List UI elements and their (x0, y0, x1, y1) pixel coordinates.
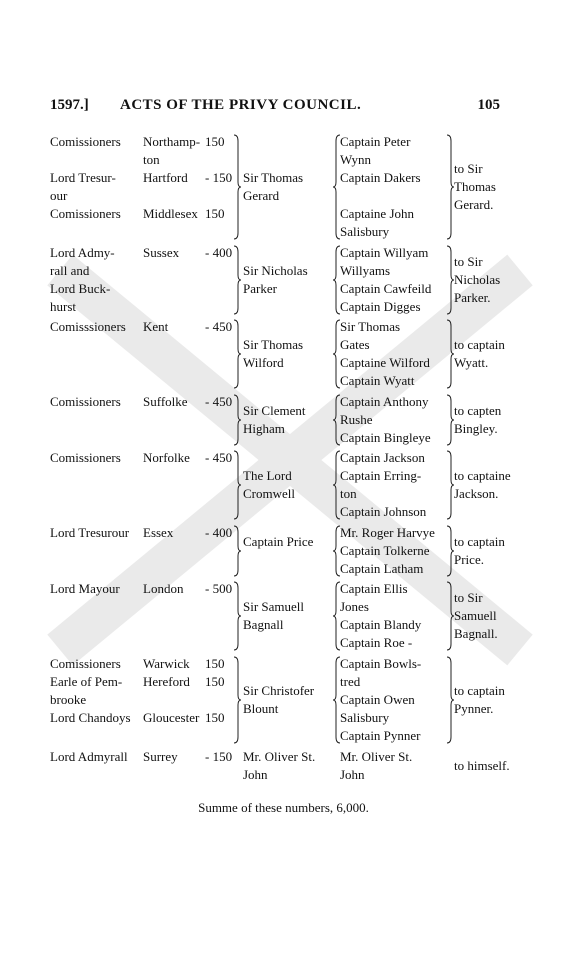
cell-number: - 150 (205, 749, 233, 764)
brace-left (333, 244, 341, 316)
header-title: ACTS OF THE PRIVY COUNCIL. (120, 97, 362, 113)
cell-number: - 450 (205, 394, 233, 409)
brace-right (446, 133, 454, 241)
cell-to: to Sir Nicholas Parker. (454, 254, 501, 305)
cell-number: - 450 (205, 450, 233, 465)
cell-colonel: Sir Thomas Wilford (243, 337, 304, 370)
brace-right (446, 318, 454, 390)
brace-right (446, 655, 454, 745)
brace-right (233, 318, 241, 390)
header-page-number: 105 (477, 97, 500, 113)
cell-number: - 450 (205, 319, 233, 334)
brace-right (233, 133, 241, 241)
cell-captains: Captain Anthony Rushe Captain Bingleye (340, 394, 431, 445)
cell-number: 150 150 150 (205, 656, 225, 725)
cell-number: 150 - 150 150 (205, 134, 233, 221)
cell-county: Suffolke (143, 394, 188, 409)
cell-colonel: Sir Samuell Bagnall (243, 599, 305, 632)
cell-to: to captain Price. (454, 534, 505, 567)
brace-right (233, 393, 241, 447)
cell-to: to captain Wyatt. (454, 337, 505, 370)
brace-left (333, 393, 341, 447)
cell-lieutenant: Lord Admy- rall and Lord Buck- hurst (50, 245, 115, 314)
page-header (50, 97, 510, 117)
cell-captains: Captain Peter Wynn Captain Dakers Captaine John Salisbury (340, 134, 421, 239)
cell-county: Warwick Hereford Gloucester (143, 656, 200, 725)
cell-colonel: The Lord Cromwell (243, 468, 295, 501)
cell-county: Kent (143, 319, 169, 334)
brace-left (333, 133, 341, 241)
brace-right (233, 449, 241, 521)
cell-captains: Mr. Oliver St. John (340, 749, 413, 782)
cell-number: - 400 (205, 245, 233, 260)
cell-lieutenant: Comissioners Lord Tresur- our Comissioners (50, 134, 121, 221)
cell-captains: Captain Bowls- tred Captain Owen Salisbury Captain Pynner (340, 656, 422, 743)
brace-left (333, 655, 341, 745)
brace-right (446, 524, 454, 578)
cell-captains: Captain Willyam Willyams Captain Cawfeild Captain Digges (340, 245, 432, 314)
cell-colonel: Sir Thomas Gerard (243, 170, 304, 203)
cell-lieutenant: Lord Admyrall (50, 749, 128, 764)
cell-captains: Sir Thomas Gates Captaine Wilford Captain Wyatt (340, 319, 430, 388)
cell-county: Sussex (143, 245, 180, 260)
brace-left (333, 524, 341, 578)
cell-number: - 500 (205, 581, 233, 596)
brace-right (233, 655, 241, 745)
cell-number: - 400 (205, 525, 233, 540)
cell-colonel: Sir Clement Higham (243, 403, 306, 436)
cell-colonel: Sir Nicholas Parker (243, 263, 308, 296)
cell-lieutenant: Comissioners (50, 450, 121, 465)
brace-right (446, 580, 454, 652)
brace-right (233, 244, 241, 316)
cell-to: to himself. (454, 758, 510, 773)
cell-lieutenant: Lord Tresurour (50, 525, 130, 540)
brace-right (233, 524, 241, 578)
brace-left (333, 580, 341, 652)
cell-to: to Sir Thomas Gerard. (454, 161, 496, 212)
brace-left (333, 449, 341, 521)
cell-captains: Captain Jackson Captain Erring- ton Captain Johnson (340, 450, 427, 519)
brace-right (446, 393, 454, 447)
cell-to: to captaine Jackson. (454, 468, 511, 501)
brace-left (333, 318, 341, 390)
cell-lieutenant: Comissioners Earle of Pem- brooke Lord Chandoys (50, 656, 131, 725)
cell-colonel: Captain Price (243, 534, 314, 549)
cell-lieutenant: Lord Mayour (50, 581, 120, 596)
cell-to: to capten Bingley. (454, 403, 502, 436)
cell-lieutenant: Comissioners (50, 394, 121, 409)
cell-captains: Mr. Roger Harvye Captain Tolkerne Captain Latham (340, 525, 435, 576)
cell-lieutenant: Comisssioners (50, 319, 126, 334)
brace-right (233, 580, 241, 652)
cell-to: to Sir Samuell Bagnall. (454, 590, 498, 641)
cell-to: to captain Pynner. (454, 683, 505, 716)
cell-county: Northamp- ton Hartford Middlesex (143, 134, 201, 221)
cell-county: Surrey (143, 749, 178, 764)
header-year: 1597.] (50, 97, 89, 113)
cell-captains: Captain Ellis Jones Captain Blandy Captain Roe - (340, 581, 422, 650)
cell-colonel: Mr. Oliver St. John (243, 749, 316, 782)
brace-right (446, 244, 454, 316)
cell-county: London (143, 581, 184, 596)
brace-right (446, 449, 454, 521)
cell-county: Essex (143, 525, 174, 540)
summary-line: Summe of these numbers, 6,000. (198, 800, 369, 815)
cell-colonel: Sir Christofer Blount (243, 683, 315, 716)
cell-county: Norfolke (143, 450, 190, 465)
